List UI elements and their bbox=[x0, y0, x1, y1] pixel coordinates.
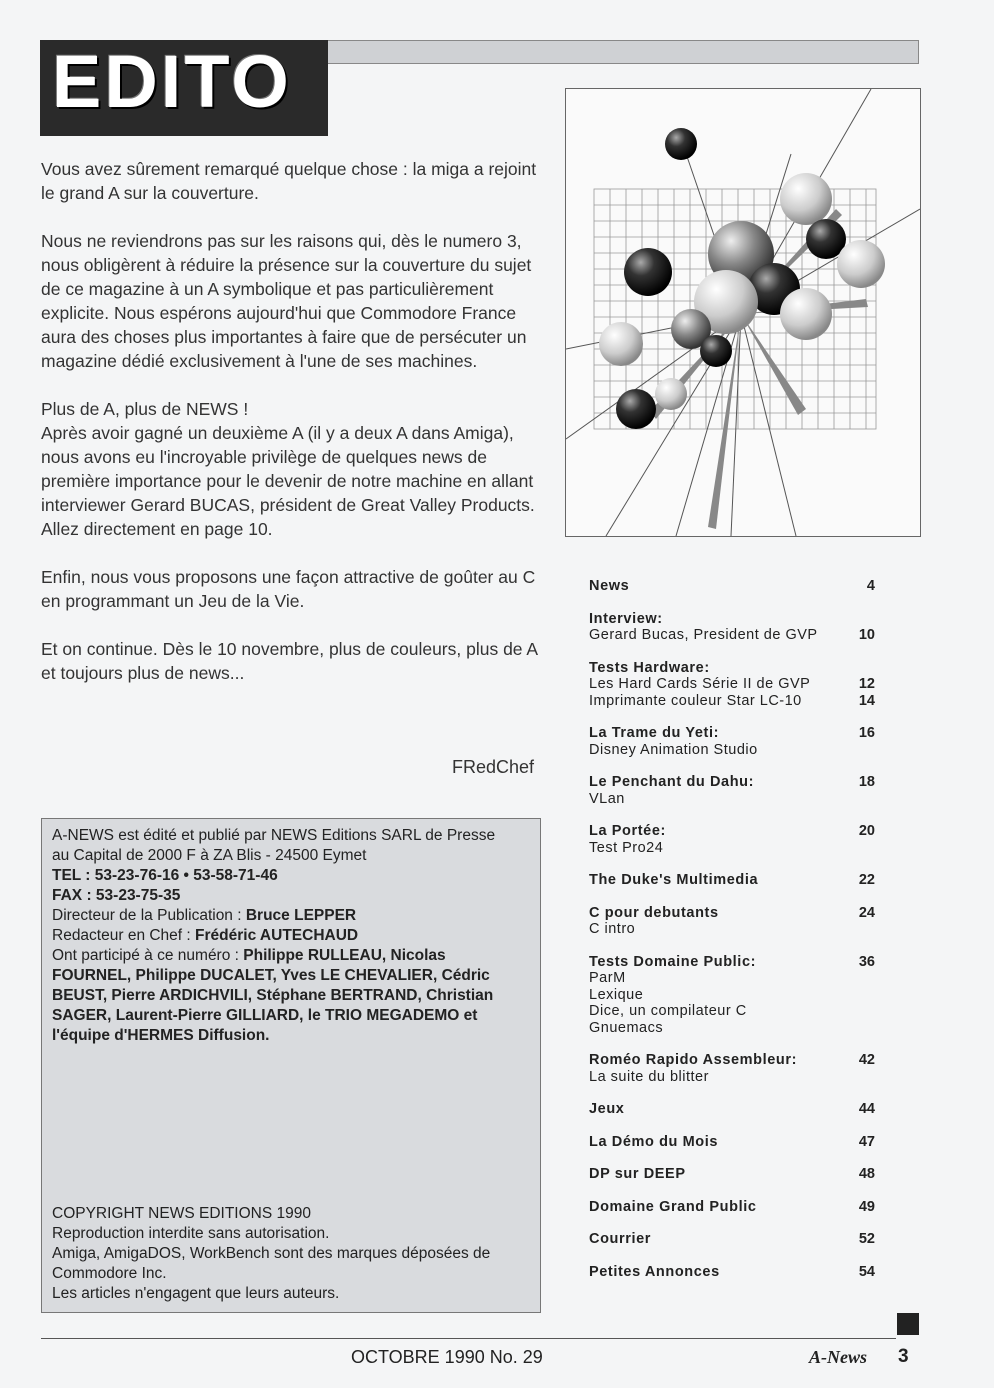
toc-page-number: 52 bbox=[858, 1231, 875, 1247]
toc-entry bbox=[589, 774, 875, 807]
copyright-block bbox=[52, 1204, 490, 1304]
toc-title: La Trame du Yeti: bbox=[589, 725, 720, 741]
copyright-line: COPYRIGHT NEWS EDITIONS 1990 bbox=[52, 1205, 311, 1222]
toc-title: Domaine Grand Public bbox=[589, 1198, 757, 1215]
edito-text bbox=[41, 157, 551, 709]
contributors-label: Ont participé à ce numéro : bbox=[52, 947, 244, 964]
contributors: l'équipe d'HERMES Diffusion. bbox=[52, 1027, 270, 1044]
toc-entry bbox=[589, 1199, 875, 1216]
page-title: EDITO bbox=[40, 40, 328, 136]
contributors: Philippe RULLEAU, Nicolas bbox=[243, 947, 446, 964]
toc-page-number: 12 bbox=[858, 676, 875, 692]
copyright-line: Commodore Inc. bbox=[52, 1265, 167, 1282]
molecule-grid-illustration bbox=[566, 89, 920, 536]
toc-page-number: 54 bbox=[858, 1263, 875, 1280]
toc-subtitle: ParM bbox=[589, 970, 626, 986]
edito-paragraph: Nous ne reviendrons pas sur les raisons qui, dès le numero 3, nous obligèrent à réduire la présence sur la couverture du sujet de ce magazine à un A symbolique et pas particulièrement explicite. Nous espérons aujourd'hui que Commodore France aura des choses plus importantes à faire que de persécuter un magazine dédié exclusivement à l'une de ses machines. bbox=[41, 231, 532, 371]
edito-paragraph: Vous avez sûrement remarqué quelque chose : la miga a rejoint le grand A sur la couverture. bbox=[41, 159, 537, 203]
issue-date: OCTOBRE 1990 No. 29 bbox=[351, 1347, 543, 1367]
contributors: FOURNEL, Philippe DUCALET, Yves LE CHEVALIER, Cédric bbox=[52, 967, 490, 984]
toc-subtitle: Disney Animation Studio bbox=[589, 741, 758, 758]
editor-name: Frédéric AUTECHAUD bbox=[195, 927, 359, 944]
toc-title: Petites Annonces bbox=[589, 1263, 720, 1280]
copyright-line: Reproduction interdite sans autorisation. bbox=[52, 1225, 330, 1242]
editor-label: Redacteur en Chef : bbox=[52, 927, 196, 944]
toc-page-number: 14 bbox=[858, 692, 875, 709]
toc-title: C pour debutants bbox=[589, 904, 719, 921]
toc-entry bbox=[589, 1101, 875, 1118]
toc-title: La Portée: bbox=[589, 823, 666, 839]
masthead-fax: FAX : 53-23-75-35 bbox=[52, 887, 181, 904]
copyright-line: Amiga, AmigaDOS, WorkBench sont des marques déposées de bbox=[52, 1245, 491, 1262]
toc-entry bbox=[589, 660, 875, 710]
toc-title: Tests Domaine Public: bbox=[589, 953, 757, 970]
magazine-brand: A-News bbox=[809, 1347, 867, 1367]
toc-title: Roméo Rapido Assembleur: bbox=[589, 1052, 798, 1068]
toc-subtitle: Test Pro24 bbox=[589, 839, 664, 856]
toc-entry bbox=[589, 1052, 875, 1085]
toc-subtitle: Lexique bbox=[589, 986, 644, 1003]
toc-page-number: 47 bbox=[858, 1133, 875, 1150]
footer-square bbox=[897, 1313, 919, 1335]
toc-page-number: 44 bbox=[858, 1101, 875, 1117]
toc-entry bbox=[589, 1134, 875, 1151]
toc-entry bbox=[589, 1264, 875, 1281]
masthead-tel: TEL : 53-23-76-16 • 53-58-71-46 bbox=[52, 867, 278, 884]
toc-page-number: 48 bbox=[858, 1166, 875, 1182]
page-number: 3 bbox=[898, 1346, 909, 1367]
toc-entry bbox=[589, 823, 875, 856]
toc-title: The Duke's Multimedia bbox=[589, 872, 759, 888]
toc-title: Tests Hardware: bbox=[589, 659, 710, 676]
edito-paragraph: Enfin, nous vous proposons une façon attractive de goûter au C en programmant un Jeu de la Vie. bbox=[41, 567, 536, 611]
contributors: BEUST, Pierre ARDICHVILI, Stéphane BERTRAND, Christian bbox=[52, 987, 494, 1004]
toc-title: Le Penchant du Dahu: bbox=[589, 774, 755, 790]
toc-subtitle: C intro bbox=[589, 921, 636, 937]
toc-page-number: 10 bbox=[858, 627, 875, 643]
table-of-contents bbox=[589, 578, 875, 1296]
toc-page-number: 4 bbox=[866, 578, 875, 594]
toc-title: La Démo du Mois bbox=[589, 1133, 719, 1150]
illustration bbox=[565, 88, 921, 537]
toc-subtitle: Gnuemacs bbox=[589, 1019, 664, 1036]
header-bar bbox=[326, 40, 919, 64]
masthead-line: au Capital de 2000 F à ZA Blis - 24500 Eymet bbox=[52, 847, 367, 864]
director-label: Directeur de la Publication : bbox=[52, 907, 246, 924]
contributors: SAGER, Laurent-Pierre GILLIARD, le TRIO MEGADEMO et bbox=[52, 1007, 478, 1024]
toc-subtitle: Les Hard Cards Série II de GVP bbox=[589, 676, 811, 692]
toc-title: Jeux bbox=[589, 1101, 625, 1117]
toc-entry bbox=[589, 905, 875, 938]
toc-title: Interview: bbox=[589, 610, 663, 627]
toc-entry bbox=[589, 1166, 875, 1183]
toc-title: Courrier bbox=[589, 1231, 652, 1247]
toc-subtitle: Imprimante couleur Star LC-10 bbox=[589, 692, 802, 709]
toc-subtitle: Gerard Bucas, President de GVP bbox=[589, 627, 818, 643]
toc-entry bbox=[589, 954, 875, 1037]
toc-title: DP sur DEEP bbox=[589, 1166, 686, 1182]
toc-entry bbox=[589, 872, 875, 889]
signature: FRedChef bbox=[452, 757, 535, 777]
toc-entry bbox=[589, 578, 875, 595]
toc-subtitle: Dice, un compilateur C bbox=[589, 1003, 747, 1019]
toc-page-number: 16 bbox=[858, 725, 875, 741]
toc-page-number: 42 bbox=[858, 1052, 875, 1068]
toc-entry bbox=[589, 1231, 875, 1248]
toc-page-number: 20 bbox=[858, 823, 875, 839]
edito-paragraph: Plus de A, plus de NEWS ! Après avoir gagné un deuxième A (il y a deux A dans Amiga), nous avons eu l'incroyable privilège de quelques news de première importance pour le devenir de notre machine en allant interviewer Gerard BUCAS, président de Great Valley Products. Allez directement en page 10. bbox=[41, 399, 535, 539]
copyright-line: Les articles n'engagent que leurs auteurs. bbox=[52, 1285, 340, 1302]
toc-page-number: 18 bbox=[858, 774, 875, 790]
toc-page-number: 22 bbox=[858, 872, 875, 888]
toc-title: News bbox=[589, 578, 630, 594]
toc-page-number: 24 bbox=[858, 904, 875, 921]
toc-page-number: 49 bbox=[858, 1198, 875, 1215]
edito-paragraph: Et on continue. Dès le 10 novembre, plus de couleurs, plus de A et toujours plus de news... bbox=[41, 639, 538, 683]
toc-entry bbox=[589, 611, 875, 644]
masthead-box bbox=[41, 818, 541, 1313]
director-name: Bruce LEPPER bbox=[245, 907, 357, 924]
toc-entry bbox=[589, 725, 875, 758]
toc-page-number: 36 bbox=[858, 953, 875, 970]
toc-subtitle: La suite du blitter bbox=[589, 1068, 709, 1085]
footer-rule bbox=[41, 1338, 896, 1339]
masthead-line: A-NEWS est édité et publié par NEWS Editions SARL de Presse bbox=[52, 827, 496, 844]
toc-subtitle: VLan bbox=[589, 790, 625, 807]
